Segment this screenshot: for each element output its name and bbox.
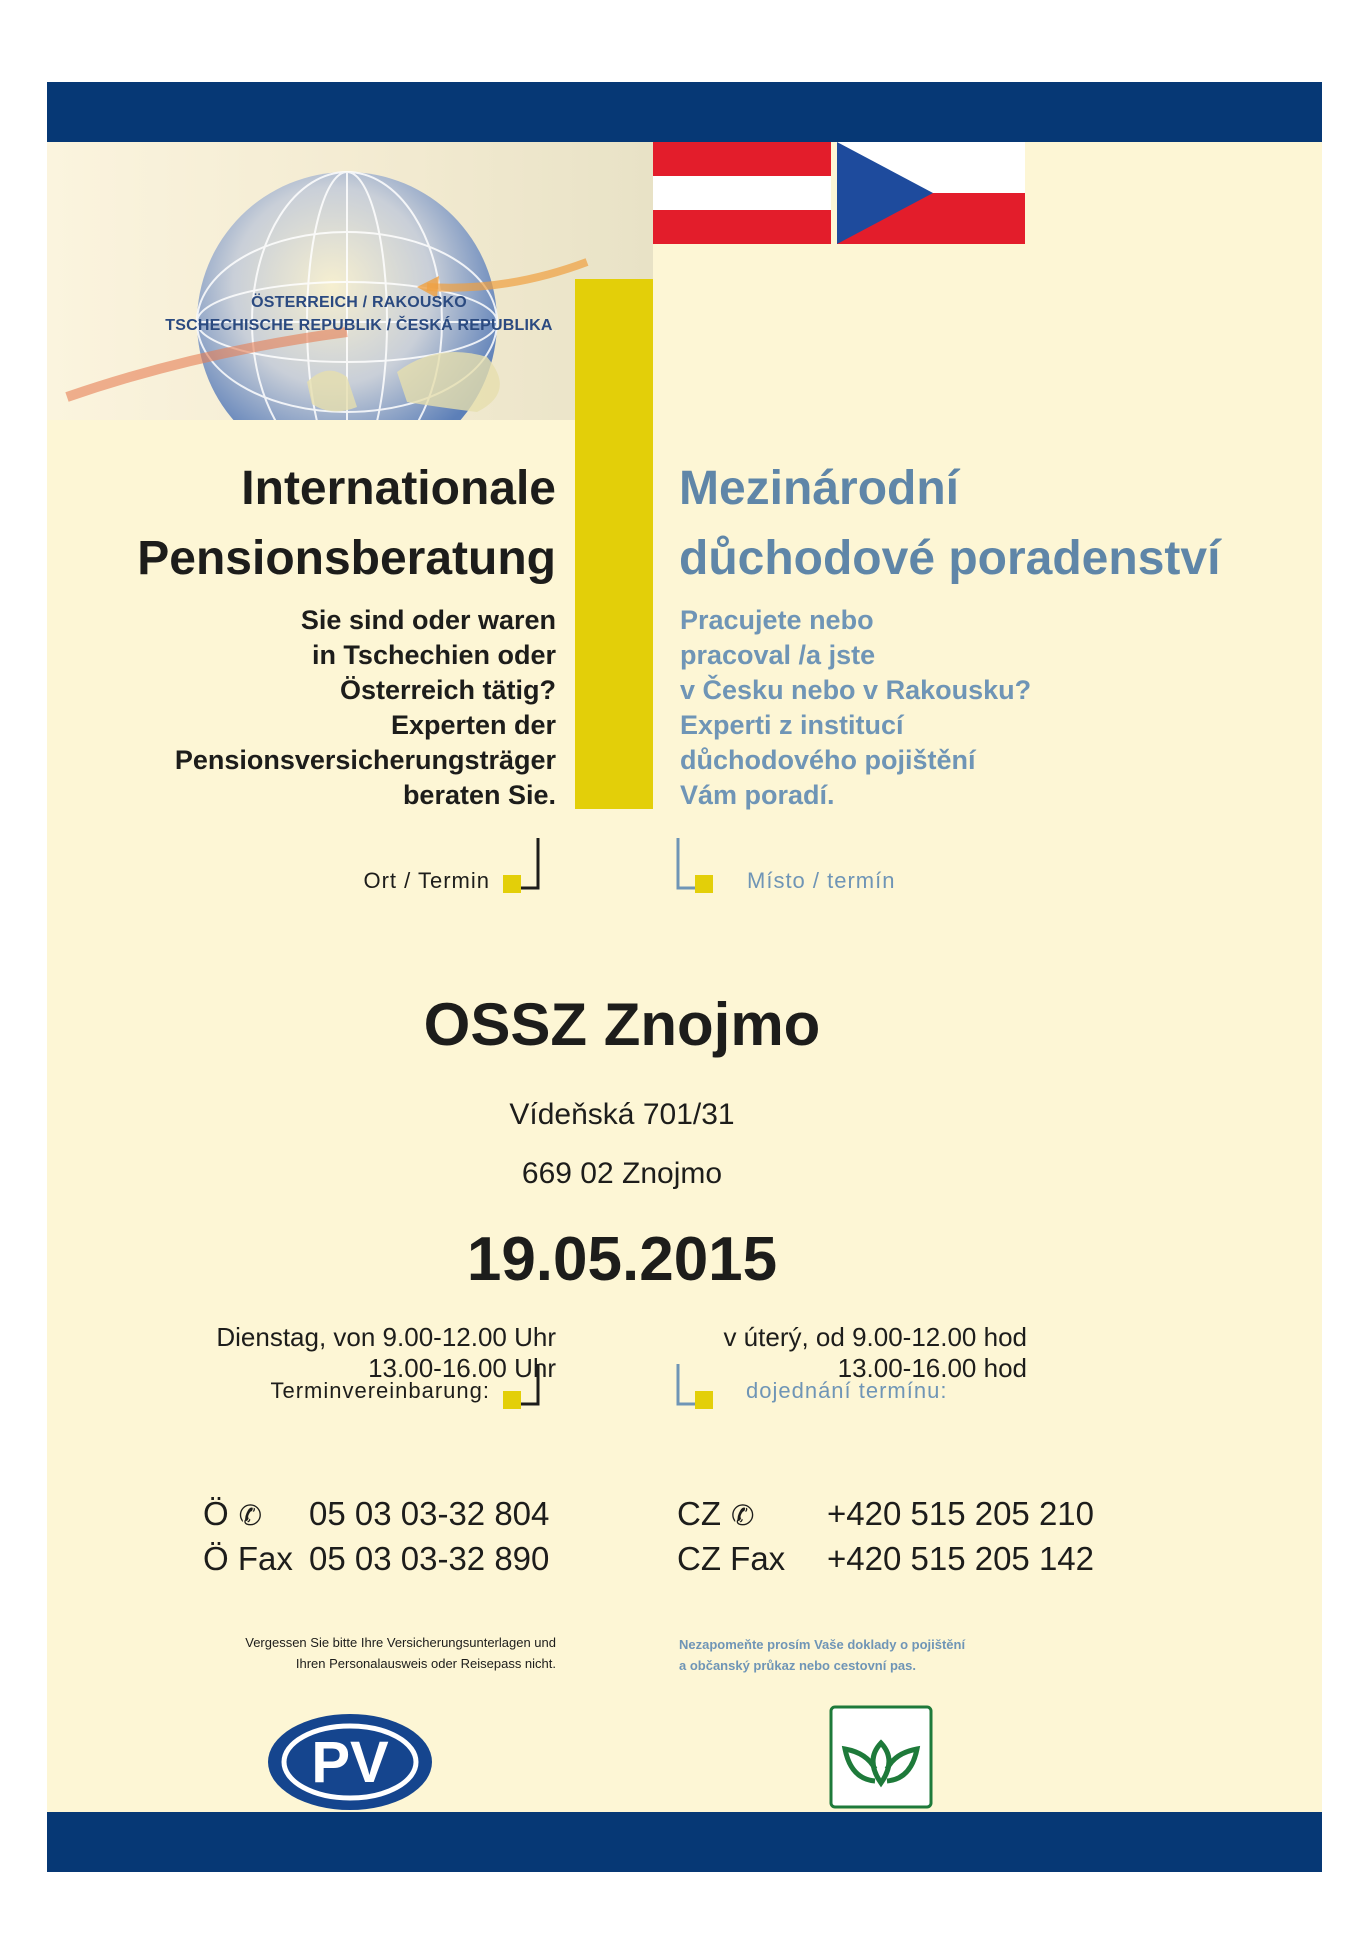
- cssz-logo-icon: [829, 1705, 933, 1809]
- note-german-line-2: Ihren Personalausweis oder Reisepass nicht.: [295, 1656, 556, 1671]
- note-czech-line-1: Nezapomeňte prosím Vaše doklady o pojištění: [679, 1637, 966, 1652]
- corner-marker-icon: [503, 1364, 553, 1424]
- location-label-german: Ort / Termin: [363, 868, 490, 893]
- hours-czech-line-1: v úterý, od 9.00-12.00 hod: [723, 1322, 1027, 1352]
- appointment-label-czech: dojednání termínu:: [746, 1378, 948, 1403]
- note-czech: [679, 1634, 965, 1676]
- location-label-czech: Místo / termín: [747, 868, 896, 893]
- intro-german-line: Österreich tätig?: [339, 675, 556, 705]
- intro-german-line: in Tschechien oder: [311, 640, 556, 670]
- venue-city: 669 02 Znojmo: [521, 1157, 723, 1190]
- note-german-line-1: Vergessen Sie bitte Ihre Versicherungsunterlagen und: [245, 1635, 556, 1650]
- note-czech-line-2: a občanský průkaz nebo cestovní pas.: [679, 1658, 916, 1673]
- title-czech-line-2: důchodové poradenství: [679, 532, 1221, 585]
- intro-german-line: Sie sind oder waren: [300, 605, 556, 635]
- pv-logo-icon: [265, 1712, 435, 1812]
- top-navy-band: [47, 82, 1322, 142]
- appointment-label-german: Terminvereinbarung:: [270, 1378, 490, 1403]
- phone-label-german-text: Ö: [203, 1495, 229, 1532]
- phone-number-czech[interactable]: +420 515 205 210: [827, 1495, 1095, 1532]
- globe-icon: [47, 142, 653, 420]
- title-german: [137, 454, 556, 594]
- intro-czech-line: důchodového pojištění: [680, 745, 976, 775]
- corner-marker-icon: [675, 1364, 725, 1424]
- phone-label-czech-text: CZ: [677, 1495, 721, 1532]
- intro-german-line: Experten der: [390, 710, 556, 740]
- globe-banner: [47, 142, 653, 420]
- bottom-navy-band: [47, 1812, 1322, 1872]
- fax-label-german: Ö Fax: [203, 1540, 293, 1577]
- corner-marker-icon: [675, 838, 725, 898]
- czech-flag-icon: [837, 142, 1025, 244]
- phone-icon: ✆: [731, 1500, 755, 1531]
- title-german-line-1: Internationale: [241, 462, 556, 515]
- pv-logo-text: PV: [311, 1730, 389, 1795]
- austria-flag-icon: [653, 142, 831, 244]
- intro-german-line: beraten Sie.: [402, 780, 556, 810]
- event-date: 19.05.2015: [466, 1225, 778, 1294]
- corner-marker-icon: [503, 838, 553, 898]
- fax-label-czech: CZ Fax: [677, 1540, 786, 1577]
- fax-number-czech[interactable]: +420 515 205 142: [827, 1540, 1095, 1577]
- title-czech: [679, 454, 1220, 594]
- phone-label-german: [203, 1495, 262, 1533]
- hours-czech-line-2: 13.00-16.00 hod: [837, 1353, 1027, 1383]
- phone-icon: ✆: [238, 1500, 263, 1531]
- banner-line-1: ÖSTERREICH / RAKOUSKO: [251, 294, 467, 311]
- intro-german: [175, 603, 556, 813]
- banner-line-2: TSCHECHISCHE REPUBLIK / ČESKÁ REPUBLIKA: [165, 317, 553, 334]
- intro-czech-line: Vám poradí.: [680, 780, 835, 810]
- phone-number-german[interactable]: 05 03 03-32 804: [309, 1495, 550, 1532]
- venue-street: Vídeňská 701/31: [509, 1098, 735, 1131]
- intro-czech: [680, 603, 1031, 813]
- title-czech-line-1: Mezinárodní: [679, 462, 960, 515]
- phone-label-czech: [677, 1495, 754, 1533]
- hours-czech: [723, 1322, 1027, 1384]
- title-german-line-2: Pensionsberatung: [137, 532, 556, 585]
- intro-german-line: Pensionsversicherungsträger: [174, 745, 556, 775]
- intro-czech-line: v Česku nebo v Rakousku?: [680, 675, 1032, 705]
- hours-german-line-1: Dienstag, von 9.00-12.00 Uhr: [216, 1322, 556, 1352]
- intro-czech-line: Experti z institucí: [680, 710, 904, 740]
- yellow-divider-bar: [575, 279, 653, 809]
- venue-name: OSSZ Znojmo: [423, 991, 821, 1058]
- hours-german-line-2: 13.00-16.00 Uhr: [368, 1353, 556, 1383]
- intro-czech-line: pracoval /a jste: [680, 640, 876, 670]
- note-german: [245, 1632, 556, 1674]
- poster: [47, 82, 1322, 1872]
- fax-number-german[interactable]: 05 03 03-32 890: [309, 1540, 550, 1577]
- intro-czech-line: Pracujete nebo: [680, 605, 874, 635]
